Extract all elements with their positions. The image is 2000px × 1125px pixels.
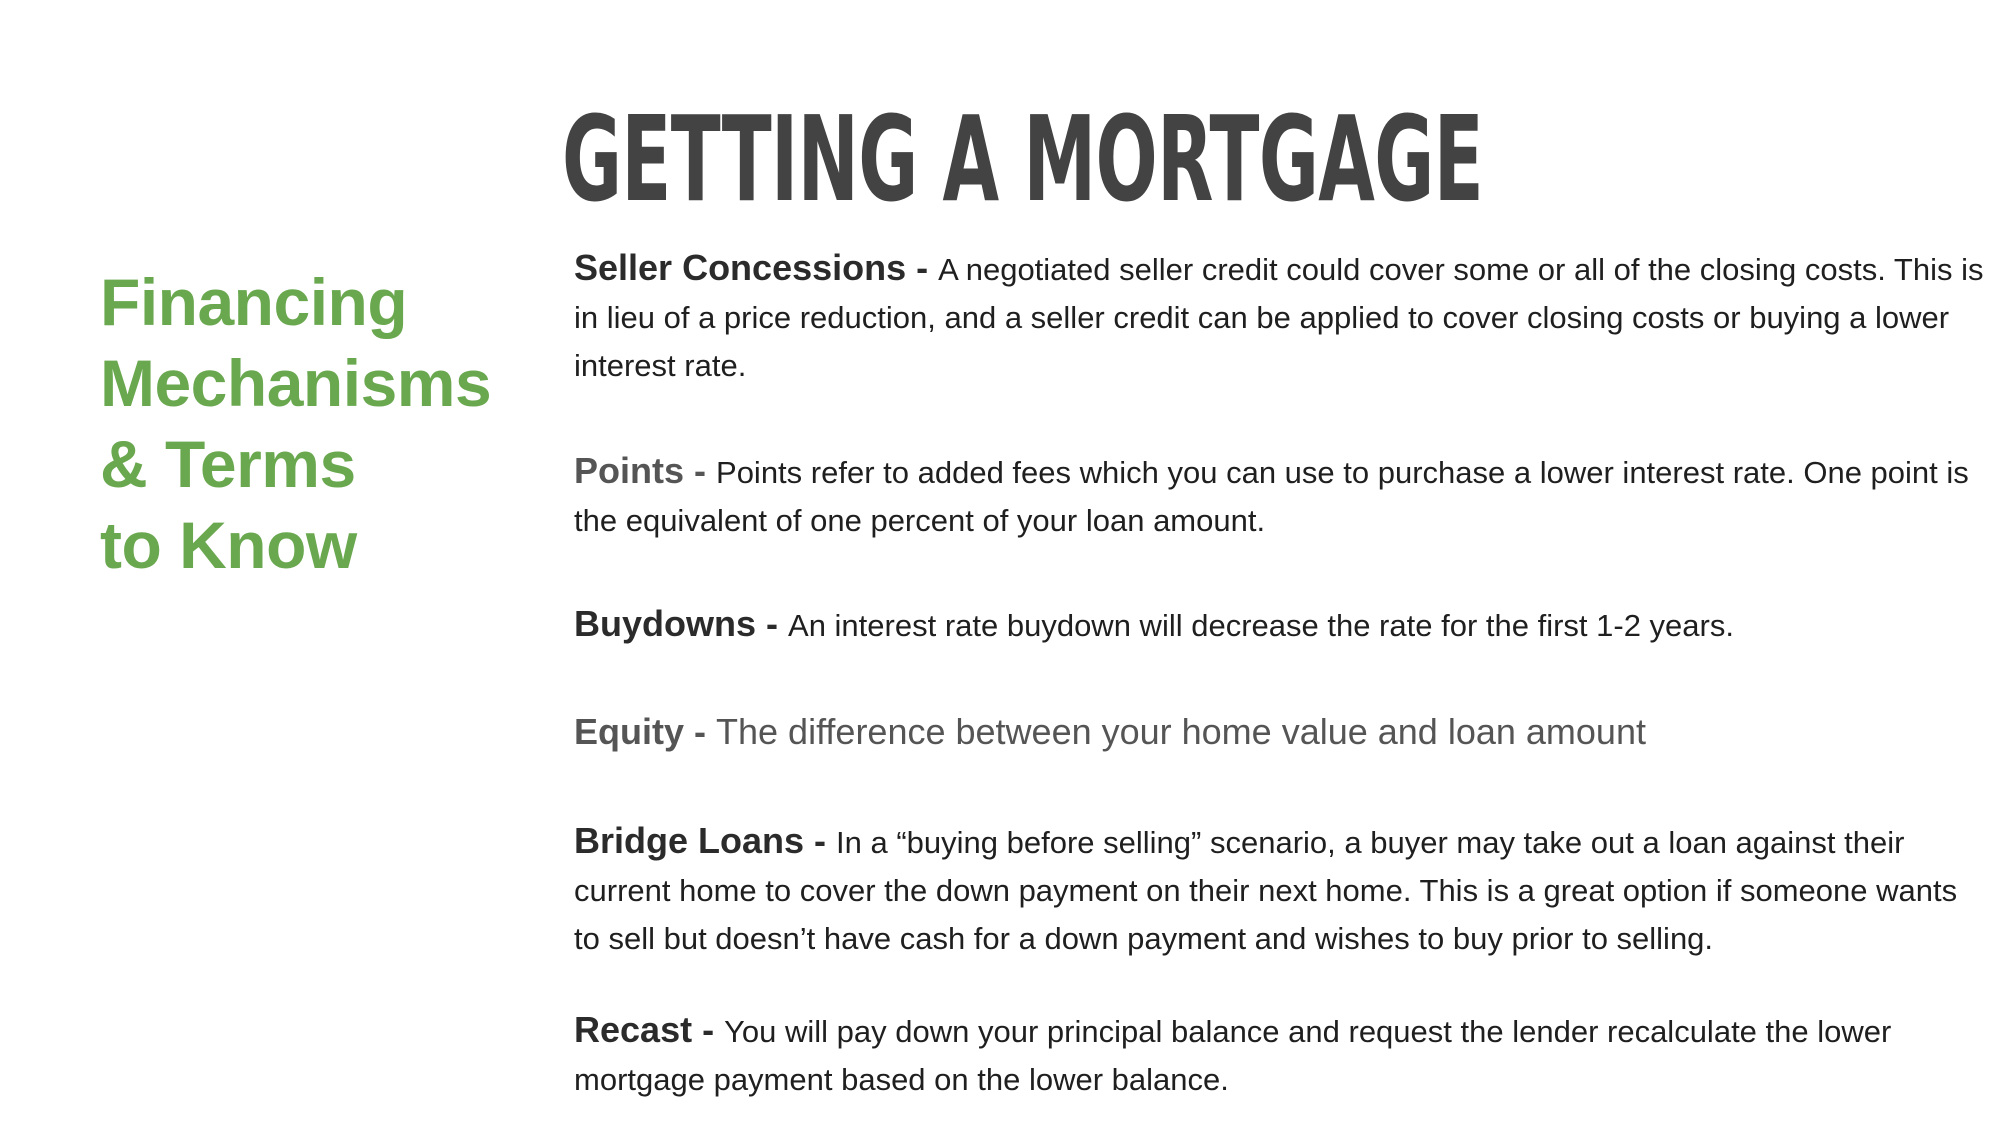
sidebar-heading-line: Mechanisms bbox=[100, 346, 492, 420]
term-definition: You will pay down your principal balance and request the lender recalculate the lower mortgage payment based on the lower balance. bbox=[574, 1014, 1892, 1097]
term-seller-concessions bbox=[574, 244, 1984, 390]
term-definition: Points refer to added fees which you can use to purchase a lower interest rate. One point is the equivalent of one percent of your loan amount. bbox=[574, 455, 1969, 538]
term-equity bbox=[574, 708, 1984, 758]
term-name: Recast bbox=[574, 1009, 693, 1050]
term-definition: The difference between your home value and loan amount bbox=[716, 711, 1646, 752]
term-separator: - bbox=[684, 711, 717, 752]
term-definition: An interest rate buydown will decrease the rate for the first 1-2 years. bbox=[788, 608, 1734, 643]
sidebar-heading-line: Financing bbox=[100, 265, 408, 339]
term-name: Equity bbox=[574, 711, 685, 752]
term-name: Points bbox=[574, 450, 685, 491]
term-separator: - bbox=[906, 247, 939, 288]
sidebar-heading-line: & Terms bbox=[100, 427, 356, 501]
term-recast bbox=[574, 1006, 1984, 1104]
term-separator: - bbox=[684, 450, 717, 491]
term-name: Buydowns bbox=[574, 603, 757, 644]
term-name: Bridge Loans bbox=[574, 820, 805, 861]
page-title: GETTING A MORTGAGE bbox=[562, 90, 1484, 228]
term-points bbox=[574, 447, 1984, 545]
term-buydowns bbox=[574, 600, 1984, 650]
term-separator: - bbox=[692, 1009, 725, 1050]
term-separator: - bbox=[804, 820, 837, 861]
term-bridge-loans bbox=[574, 817, 1984, 963]
term-definition: In a “buying before selling” scenario, a buyer may take out a loan against their current home to cover the down payment on their next home. This is a great option if someone wants to sell but doesn’t have cash for a down payment and wishes to buy prior to selling. bbox=[574, 825, 1958, 956]
term-name: Seller Concessions bbox=[574, 247, 907, 288]
sidebar-heading-line: to Know bbox=[100, 508, 357, 582]
sidebar-heading bbox=[100, 262, 491, 586]
term-separator: - bbox=[756, 603, 789, 644]
term-definition: A negotiated seller credit could cover some or all of the closing costs. This is in lieu of a price reduction, and a seller credit can be applied to cover closing costs or buying a lower interest rate. bbox=[574, 252, 1984, 383]
